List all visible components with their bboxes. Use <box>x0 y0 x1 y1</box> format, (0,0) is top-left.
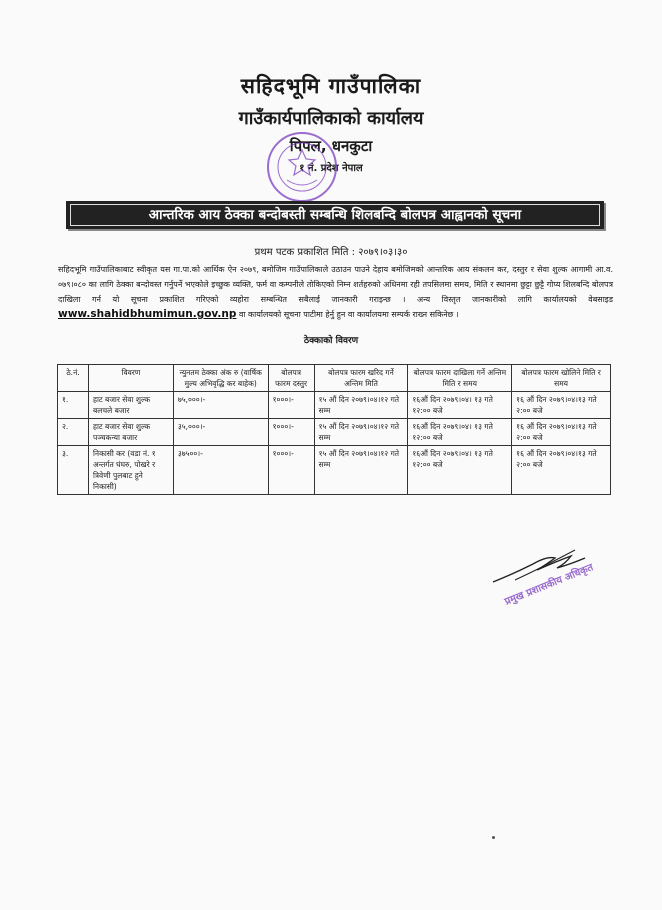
cell-opening-date: १६ औं दिन २०७९।०४।१३ गते २:०० बजे <box>512 392 611 419</box>
table-row <box>58 392 611 419</box>
notice-title: आन्तरिक आय ठेक्का बन्दोबस्ती सम्बन्धि शिलबन्दि बोलपत्र आह्वानको सूचना <box>70 204 600 226</box>
province-line: १ नं. प्रदेश नेपाल <box>299 163 363 174</box>
cell-opening-date: १६ औं दिन २०७९।०४।१३ गते २:०० बजे <box>512 446 611 495</box>
cell-form-fee: १०००।- <box>268 392 314 419</box>
website-link[interactable]: www.shahidbhumimun.gov.np <box>58 308 237 320</box>
office-location: पिपल, धनकुटा <box>289 137 373 155</box>
cell-purchase-deadline: १५ औं दिन २०७९।०४।१२ गते सम्म <box>314 446 408 495</box>
paragraph-text-end: वा कार्यालयको सूचना पाटीमा हेर्नु हुन वा कार्यालयमा सम्पर्क राख्न सकिनेछ । <box>236 310 459 319</box>
table-title: ठेक्काको विवरण <box>303 336 359 346</box>
table-header-row <box>58 365 611 392</box>
header-form-fee: बोलपत्र फारम दस्तुर <box>268 365 314 392</box>
cell-description: हाट बजार सेवा शुल्क पञ्चकन्या बजार <box>88 419 173 446</box>
cell-submission-deadline: १६औं दिन २०७९।०४। १३ गते १२:०० बजे <box>408 446 512 495</box>
header-opening-date: बोलपत्र फारम खोलिने मिति र समय <box>512 365 611 392</box>
office-seal-stamp <box>265 130 339 204</box>
cell-form-fee: १०००।- <box>268 446 314 495</box>
cell-purchase-deadline: १५ औं दिन २०७९।०४।१२ गते सम्म <box>314 392 408 419</box>
header-purchase-deadline: बोलपत्र फारम खरिद गर्ने अन्तिम मिति <box>314 365 408 392</box>
header-contract-no: ठे.नं. <box>58 365 89 392</box>
cell-description: निकासी कर (वडा नं. १ अन्तर्गत घंघरु, पोखरे र त्रिवेणी पुलबाट हुने निकासी) <box>88 446 173 495</box>
cell-contract-no: १. <box>58 392 89 419</box>
cell-description: हाट बजार सेवा शुल्क बलचले बजार <box>88 392 173 419</box>
header-submission-deadline: बोलपत्र फारम दाखिला गर्ने अन्तिम मिति र समय <box>408 365 512 392</box>
notice-banner <box>66 201 604 229</box>
cell-contract-no: ३. <box>58 446 89 495</box>
cell-minimum-amount: ३७५००।- <box>173 446 268 495</box>
publication-date: प्रथम पटक प्रकाशित मिति : २०७९।०३।३० <box>254 247 408 258</box>
cell-minimum-amount: ३५,०००।- <box>173 419 268 446</box>
page-mark <box>492 836 495 839</box>
cell-form-fee: १०००।- <box>268 419 314 446</box>
table-row <box>58 419 611 446</box>
municipality-name: सहिदभूमि गाउँपालिका <box>240 74 422 98</box>
cell-opening-date: १६ औं दिन २०७९।०४।१३ गते २:०० बजे <box>512 419 611 446</box>
office-name: गाउँकार्यपालिकाको कार्यालय <box>238 108 424 129</box>
officer-title-stamp: प्रमुख प्रशासकीय अधिकृत <box>503 562 595 608</box>
cell-submission-deadline: १६औं दिन २०७९।०४। १३ गते १२:०० बजे <box>408 419 512 446</box>
paragraph-text-start: सहिदभूमि गाउँपालिकाबाट स्वीकृत यस गा.पा.को आर्थिक ऐन २०७९, बमोजिम गाउँपालिकाले उठाउन पाउने देहाय बमोजिमको आन्तरिक आय संकलन कर, दस्तुर र सेवा शुल्क आगामी आ.व. ०७९।०८० का लागि ठेक्का बन्दोवस्त गर्नुपर्ने भएकोले इच्छुक व्यक्ति, फर्म वा कम्पनीले तोकिएको निम्न शर्तहरुको अधिनमा रही तपसिलमा समय, मिति र स्थानमा छुट्टा छुट्टै गोप्य शिलबन्दि बोलपत्र दाखिला गर्न यो सूचना प्रकाशित गरिएको व्यहोरा सम्बन्धित सबैलाई जानकारी गराइन्छ । अन्य विस्तृत जानकारीको लागि कार्यालयको वेबसाइड <box>58 265 613 304</box>
cell-purchase-deadline: १५ औं दिन २०७९।०४।१२ गते सम्म <box>314 419 408 446</box>
header-description: विवरण <box>88 365 173 392</box>
table-row <box>58 446 611 495</box>
cell-minimum-amount: ७५,०००।- <box>173 392 268 419</box>
cell-submission-deadline: १६औं दिन २०७९।०४। १३ गते १२:०० बजे <box>408 392 512 419</box>
contract-details-table <box>57 364 611 495</box>
header-minimum-amount: न्युनतम ठेक्का अंक रु (वार्षिक मुल्य अभिवृद्धि कर बाहेक) <box>173 365 268 392</box>
cell-contract-no: २. <box>58 419 89 446</box>
notice-paragraph <box>58 262 613 322</box>
